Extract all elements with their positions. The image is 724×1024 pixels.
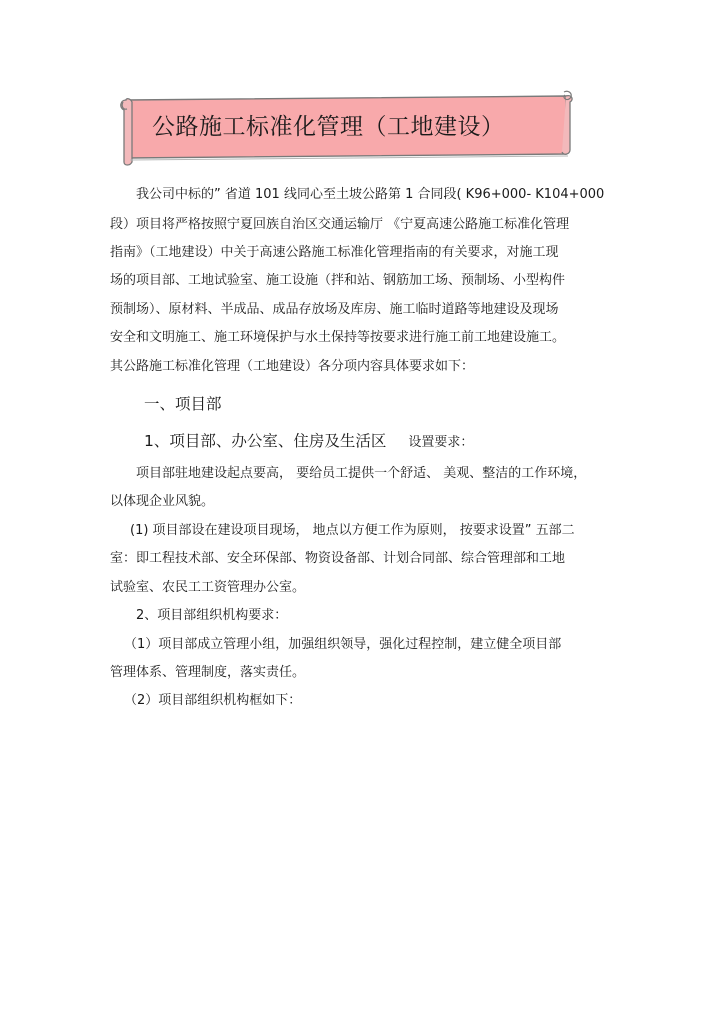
intro-line-6: 安全和文明施工、施工环境保护与水土保持等按要求进行施工前工地建设施工。 xyxy=(110,330,566,345)
para1-line-2: 以体现企业风貌。 xyxy=(110,494,215,509)
title-banner xyxy=(118,88,574,168)
intro-line-3: 指南》（工地建设）中关于高速公路施工标准化管理指南的有关要求，对施工现 xyxy=(110,245,559,260)
intro-line-4: 场的项目部、工地试验室、施工设施（拌和站、钢筋加工场、预制场、小型构件 xyxy=(110,273,566,288)
intro-line-7: 其公路施工标准化管理（工地建设）各分项内容具体要求如下： xyxy=(110,359,475,374)
para3-line-1: （1）项目部成立管理小组，加强组织领导，强化过程控制，建立健全项目部 xyxy=(124,637,562,652)
para4-line-1: （2）项目部组织机构框如下： xyxy=(124,693,302,708)
section-heading-project-dept: 一、项目部 xyxy=(144,395,222,413)
page-title: 公路施工标准化管理（工地建设） xyxy=(152,114,505,140)
para2-line-2: 室：即工程技术部、安全环保部、物资设备部、计划合同部、综合管理部和工地 xyxy=(110,551,566,566)
subsection-1-title: 1、项目部、办公室、住房及生活区 xyxy=(144,432,387,450)
para2-line-3: 试验室、农民工工资管理办公室。 xyxy=(110,580,306,595)
para3-line-2: 管理体系、管理制度，落实责任。 xyxy=(110,665,306,680)
subsection-heading-1 xyxy=(144,431,473,453)
intro-line-5: 预制场）、原材料、半成品、成品存放场及库房、施工临时道路等地建设及现场 xyxy=(110,302,559,317)
intro-line-1: 我公司中标的” 省道 101 线同心至土坡公路第 1 合同段( K96+000- K104+000 xyxy=(136,187,605,202)
para2-line-1: (1) 项目部设在建设项目现场， 地点以方便工作为原则， 按要求设置” 五部二 xyxy=(130,523,575,538)
intro-line-2: 段）项目将严格按照宁夏回族自治区交通运输厅 《宁夏高速公路施工标准化管理 xyxy=(110,217,570,232)
subsection-1-suffix: 设置要求： xyxy=(408,435,474,450)
subsection-heading-2: 2、项目部组织机构要求： xyxy=(136,608,288,623)
para1-line-1: 项目部驻地建设起点要高， 要给员工提供一个舒适、 美观、整洁的工作环境， xyxy=(136,466,587,481)
